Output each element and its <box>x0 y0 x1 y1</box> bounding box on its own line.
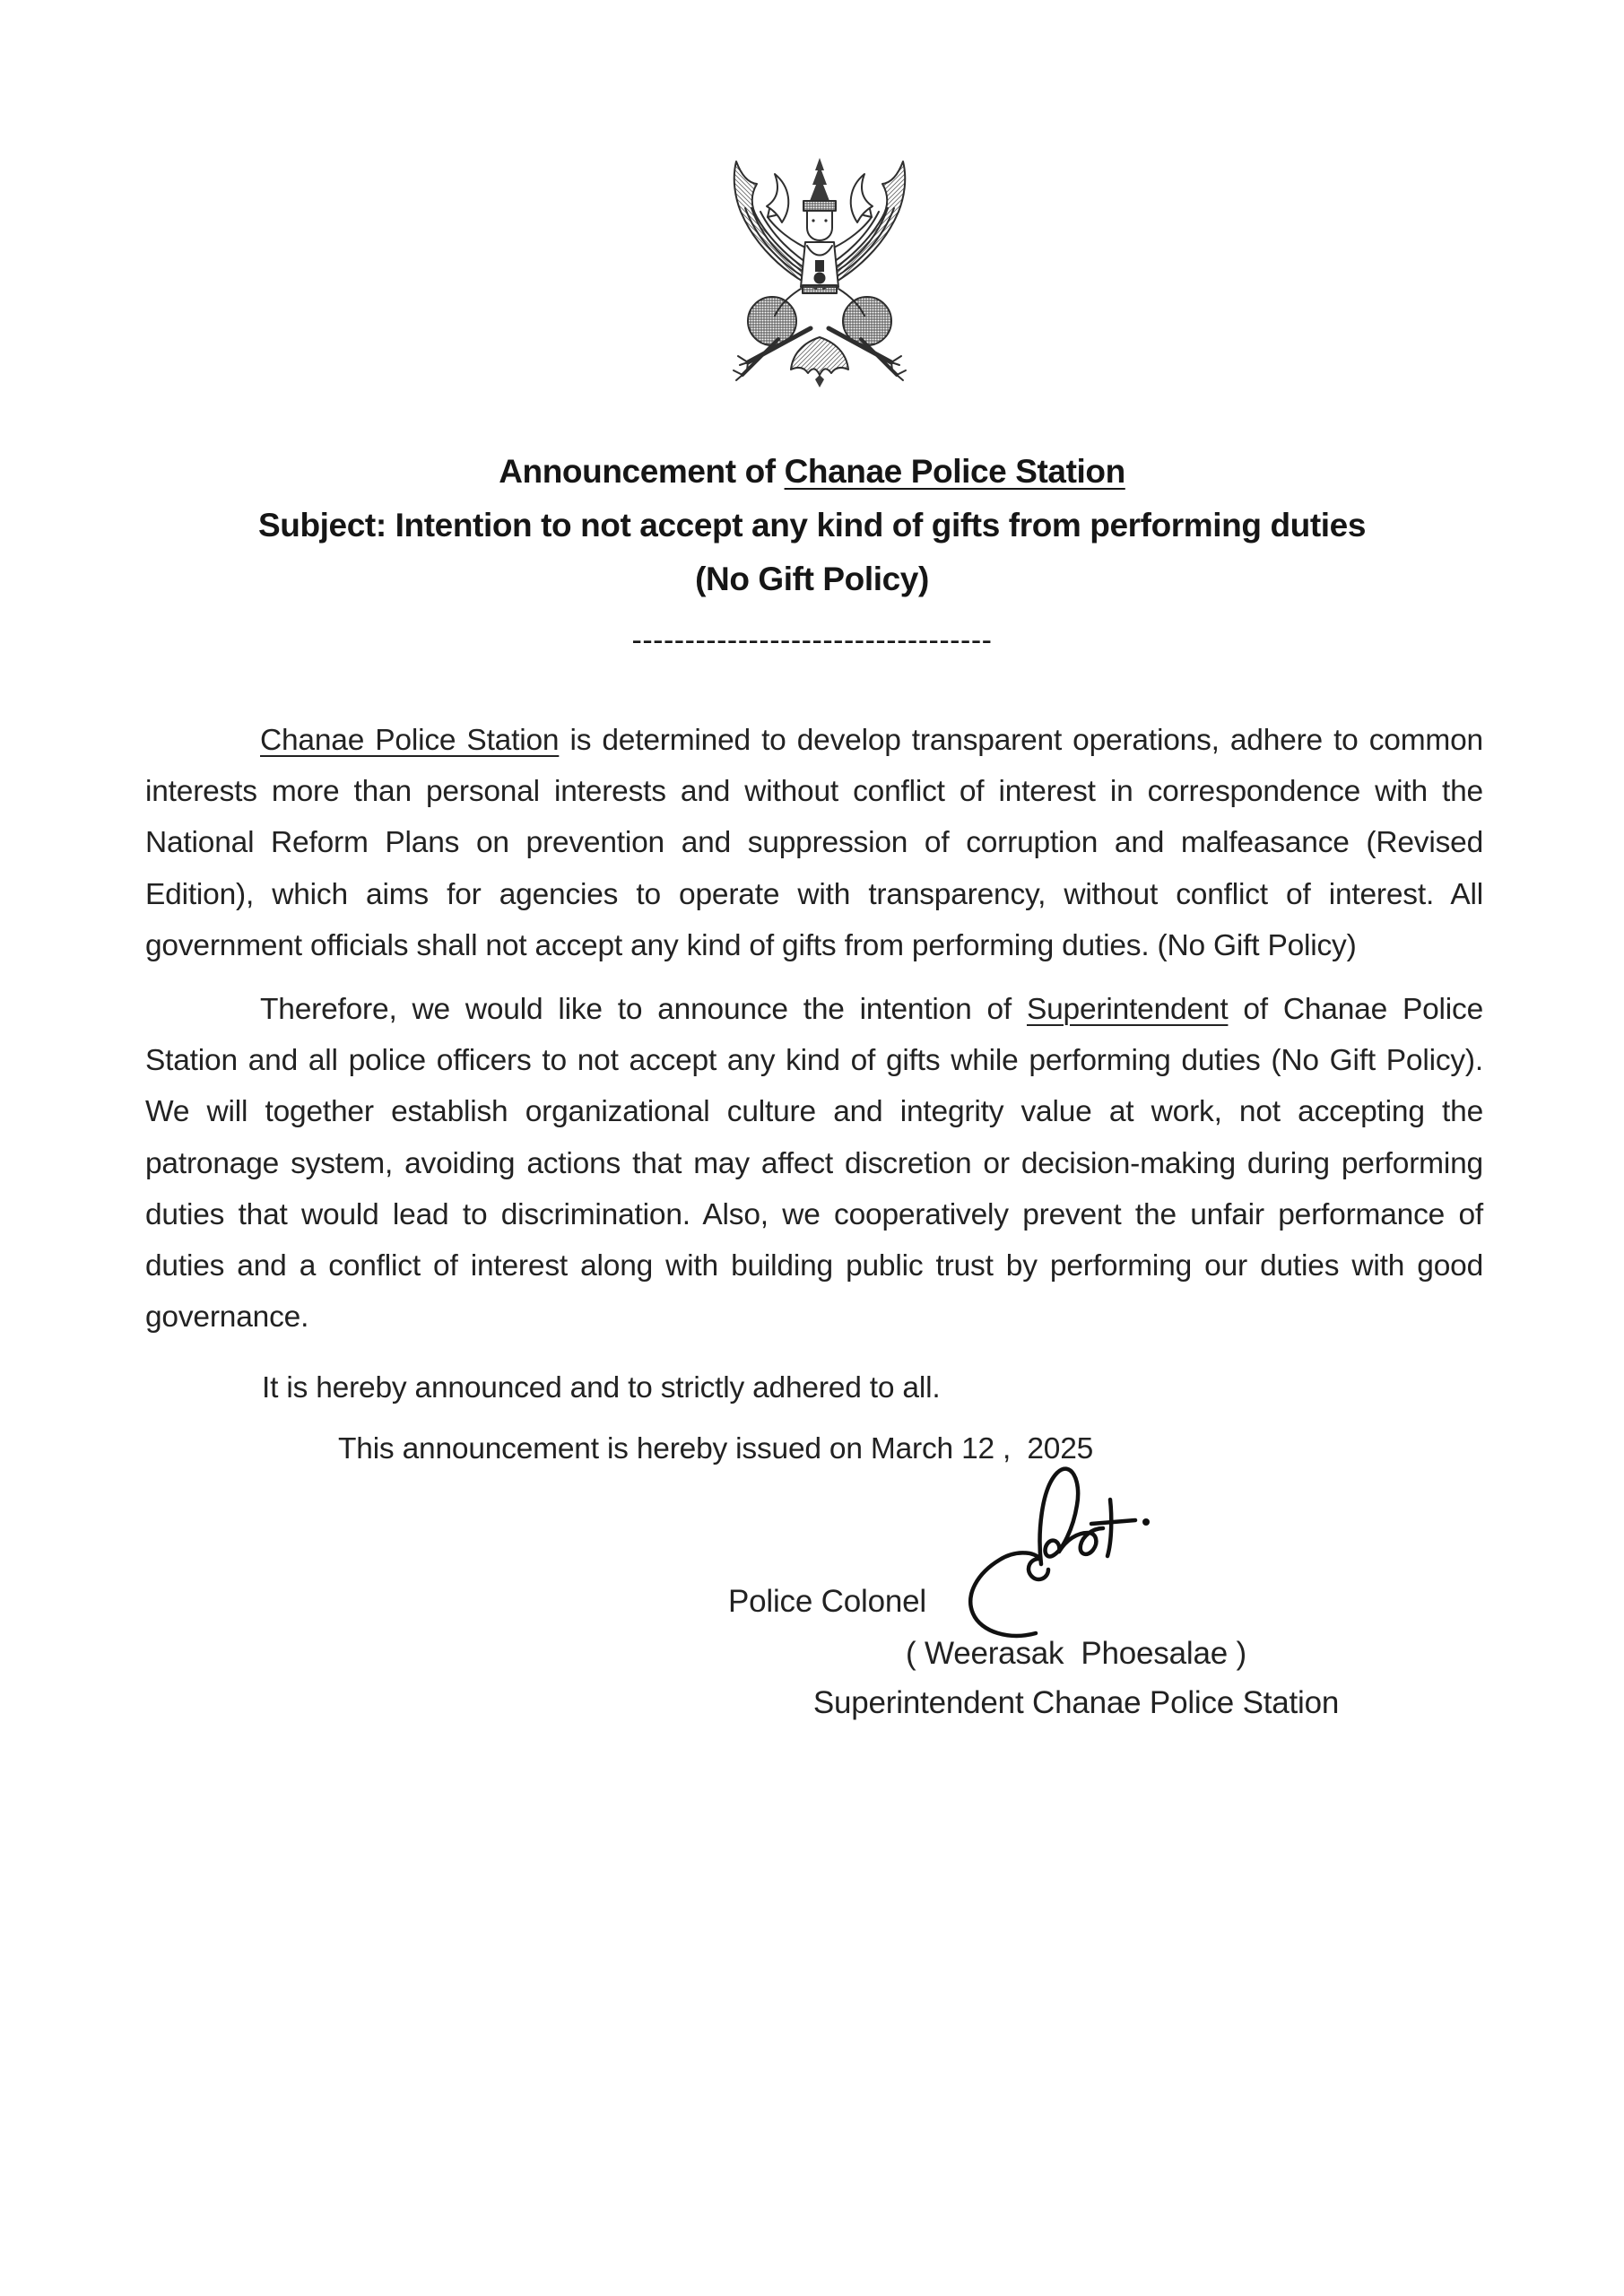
no-gift-policy-line: (No Gift Policy) <box>695 561 929 597</box>
announcement-title-prefix: Announcement of <box>499 453 785 490</box>
body-text <box>145 715 1483 1474</box>
signature-rank: Police Colonel <box>728 1584 926 1619</box>
subject-line: Subject: Intention to not accept any kind of gifts from performing duties <box>258 507 1366 544</box>
garuda-emblem-icon <box>716 152 924 387</box>
signature-name: ( Weerasak Phoesalae ) <box>906 1636 1246 1671</box>
paragraph-2-prefix: Therefore, we would like to announce the intention of <box>260 993 1027 1027</box>
signature-position: Superintendent Chanae Police Station <box>812 1685 1340 1720</box>
body-paragraph-1 <box>145 715 1483 971</box>
date-line: This announcement is hereby issued on March 12 , 2025 <box>338 1431 1094 1465</box>
announcement-title-station-underlined: Chanae Police Station <box>784 453 1125 490</box>
paragraph-1-text: is determined to develop transparent operations, adhere to common interests more than personal interests and without conflict of interest in correspondence with the National Reform Plans on prevention and suppression of corruption and malfeasance (Revised Edition), which aims for agencies to operate with transparency, without conflict of interest. All government officials shall not accept any kind of gifts from performing duties. (No Gift Policy) <box>145 724 1483 962</box>
paragraph-1-station-underlined: Chanae Police Station <box>260 724 560 757</box>
title-block <box>0 445 1624 664</box>
body-paragraph-2 <box>145 984 1483 1343</box>
announcement-title <box>0 445 1624 499</box>
dashed-divider: ---------------------------------- <box>631 623 993 657</box>
closing-line: It is hereby announced and to strictly adhered to all. <box>262 1371 941 1405</box>
paragraph-2-superintendent-underlined: Superintendent <box>1026 993 1229 1027</box>
signature-handwriting <box>926 1458 1161 1654</box>
paragraph-2-text: of Chanae Police Station and all police officers to not accept any kind of gifts while performing duties (No Gift Policy). We will together establish organizational culture and integrity value at work, not accepting the patronage system, avoiding actions that may affect discretion or decision-making during performing duties that would lead to discrimination. Also, we cooperatively prevent the unfair performance of duties and a conflict of interest along with building public trust by performing our duties with good governance. <box>145 993 1483 1335</box>
